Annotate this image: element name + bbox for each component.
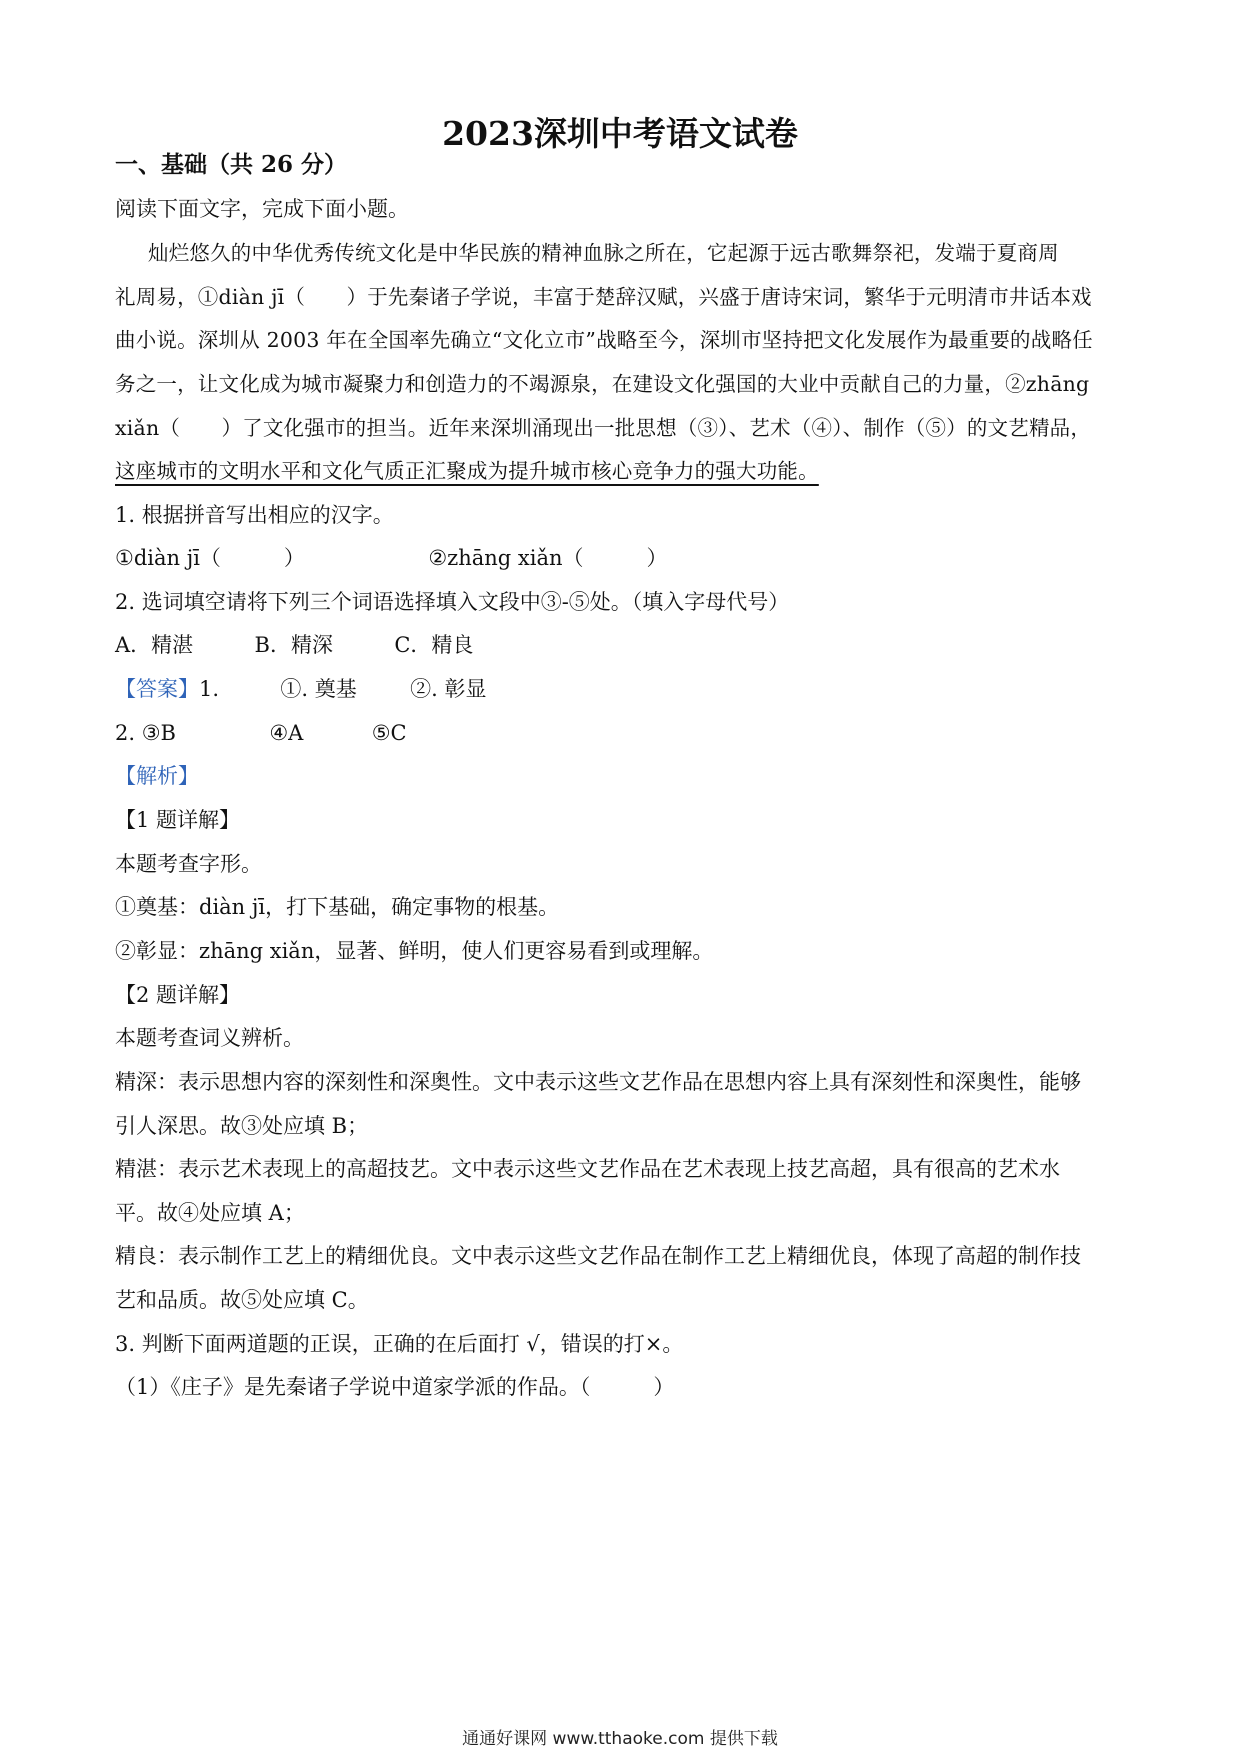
answer-tag: 【答案】	[115, 677, 199, 701]
question-2-prompt: 2. 选词填空请将下列三个词语选择填入文段中③-⑤处。（填入字母代号）	[115, 590, 790, 614]
answer-q1-b: ②. 彰显	[410, 677, 487, 701]
question-2-options	[115, 630, 1135, 660]
blank-dianji: ①diàn jī（ ）	[115, 546, 305, 570]
option-c: C．精良	[394, 633, 474, 657]
detail-1-heading: 【1 题详解】	[115, 808, 241, 832]
detail-2-line-2: 引人深思。故③处应填 B；	[115, 1114, 369, 1138]
answer-q2-c: ⑤C	[371, 721, 407, 745]
detail-2-line-1: 精深：表示思想内容的深刻性和深奥性。文中表示这些文艺作品在思想内容上具有深刻性和深奥性，能够	[115, 1070, 1081, 1094]
detail-2-line-5: 精良：表示制作工艺上的精细优良。文中表示这些文艺作品在制作工艺上精细优良，体现了高超的制作技	[115, 1244, 1081, 1268]
question-1-blanks	[115, 543, 1135, 573]
analysis-tag: 【解析】	[115, 764, 199, 788]
answer-line-2	[115, 718, 1135, 748]
page-footer: 通通好课网 www.tthaoke.com 提供下载	[462, 1729, 778, 1749]
passage-line-6-underlined: 这座城市的文明水平和文化气质正汇聚成为提升城市核心竞争力的强大功能。	[115, 459, 819, 483]
blank-zhangxian: ②zhāng xiǎn（ ）	[428, 546, 668, 570]
passage-line-1: 灿烂悠久的中华优秀传统文化是中华民族的精神血脉之所在，它起源于远古歌舞祭祀，发端于夏商周	[148, 241, 1059, 265]
question-3-prompt: 3. 判断下面两道题的正误，正确的在后面打 √，错误的打×。	[115, 1332, 684, 1356]
detail-2-line-3: 精湛：表示艺术表现上的高超技艺。文中表示这些文艺作品在艺术表现上技艺高超，具有很高的艺术水	[115, 1157, 1060, 1181]
section-heading: 一、基础（共 26 分）	[115, 151, 348, 178]
exam-title: 2023深圳中考语文试卷	[442, 114, 798, 153]
answer-q1-a: ①. 奠基	[280, 677, 357, 701]
option-b: B．精深	[254, 633, 333, 657]
reading-instruction: 阅读下面文字，完成下面小题。	[115, 197, 409, 221]
detail-2-line-4: 平。故④处应填 A；	[115, 1201, 305, 1225]
detail-1-item-b: ②彰显：zhāng xiǎn，显著、鲜明，使人们更容易看到或理解。	[115, 939, 714, 963]
option-a: A．精湛	[115, 633, 194, 657]
passage-line-2: 礼周易，①diàn jī（ ）于先秦诸子学说，丰富于楚辞汉赋，兴盛于唐诗宋词，繁华于元明清市井话本戏	[115, 285, 1092, 309]
answer-q2-b: ④A	[269, 721, 304, 745]
question-3-item-1: （1）《庄子》是先秦诸子学说中道家学派的作品。（ ）	[115, 1375, 675, 1399]
answer-q1-number: 1.	[199, 677, 220, 701]
answer-q2-a: 2. ③B	[115, 721, 176, 745]
passage-line-5: xiǎn（ ）了文化强市的担当。近年来深圳涌现出一批思想（③）、艺术（④）、制作（⑤）的文艺精品，	[115, 416, 1092, 440]
detail-2-line-6: 艺和品质。故⑤处应填 C。	[115, 1288, 369, 1312]
detail-1-intro: 本题考查字形。	[115, 852, 262, 876]
passage-line-4: 务之一，让文化成为城市凝聚力和创造力的不竭源泉，在建设文化强国的大业中贡献自己的力量，②zhāng	[115, 372, 1090, 396]
detail-2-intro: 本题考查词义辨析。	[115, 1026, 304, 1050]
passage-line-3: 曲小说。深圳从 2003 年在全国率先确立“文化立市”战略至今，深圳市坚持把文化发展作为最重要的战略任	[115, 328, 1093, 352]
detail-1-item-a: ①奠基：diàn jī，打下基础，确定事物的根基。	[115, 895, 560, 919]
question-1-prompt: 1. 根据拼音写出相应的汉字。	[115, 503, 394, 527]
detail-2-heading: 【2 题详解】	[115, 983, 241, 1007]
answer-line-1	[115, 674, 1135, 704]
